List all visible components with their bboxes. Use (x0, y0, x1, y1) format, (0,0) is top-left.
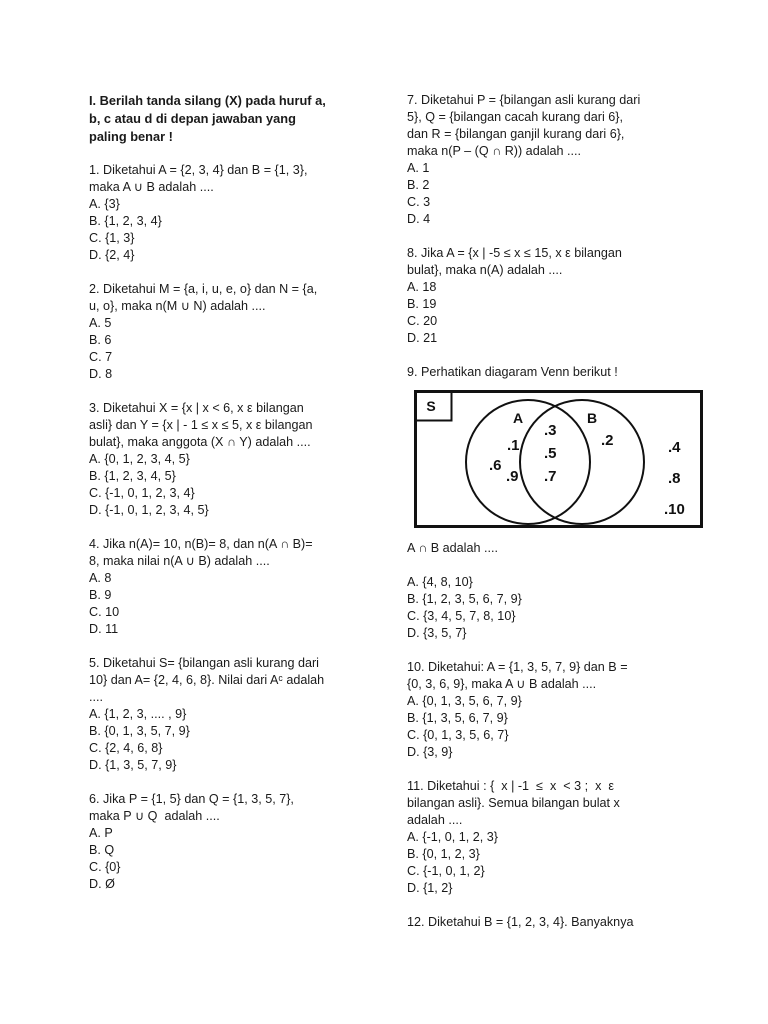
question-block (89, 281, 379, 383)
question-text: bulat}, maka n(A) adalah .... (407, 263, 563, 277)
element-only-b: .2 (601, 432, 614, 449)
set-b-label: B (586, 410, 598, 426)
option-d[interactable]: D. 8 (89, 367, 113, 381)
option-c[interactable]: C. {-1, 0, 1, 2, 3, 4} (89, 486, 195, 500)
option-a[interactable]: A. {-1, 0, 1, 2, 3} (407, 830, 499, 844)
question-text: maka n(P – (Q ∩ R)) adalah .... (407, 144, 582, 158)
question-text: 12. Diketahui B = {1, 2, 3, 4}. Banyaknya (407, 915, 634, 929)
question-block (89, 162, 379, 264)
question-text: 6. Jika P = {1, 5} dan Q = {1, 3, 5, 7}, (89, 792, 294, 806)
question-text: maka A ∪ B adalah .... (89, 180, 214, 194)
question-text: 3. Diketahui X = {x | x < 6, x ε bilangan (89, 401, 304, 415)
question-text: 4. Jika n(A)= 10, n(B)= 8, dan n(A ∩ B)= (89, 537, 313, 551)
question-block (89, 791, 379, 893)
question-text: 7. Diketahui P = {bilangan asli kurang dari (407, 93, 641, 107)
option-c[interactable]: C. {0, 1, 3, 5, 6, 7} (407, 728, 509, 742)
venn-diagram (414, 390, 703, 530)
element-outside: .8 (668, 470, 681, 487)
option-b[interactable]: B. 9 (89, 588, 112, 602)
instruction-line: paling benar ! (89, 129, 173, 144)
question-text: u, o}, maka n(M ∪ N) adalah .... (89, 299, 266, 313)
option-c[interactable]: C. 3 (407, 195, 431, 209)
option-d[interactable]: D. 21 (407, 331, 438, 345)
option-a[interactable]: A. {4, 8, 10} (407, 575, 473, 589)
question-text: 10} dan A= {2, 4, 6, 8}. Nilai dari Aᶜ adalah (89, 673, 325, 687)
question-text: adalah .... (407, 813, 463, 827)
question-text: 10. Diketahui: A = {1, 3, 5, 7, 9} dan B = (407, 660, 628, 674)
option-d[interactable]: D. 11 (89, 622, 119, 636)
option-d[interactable]: D. {1, 2} (407, 881, 453, 895)
instruction (89, 92, 379, 146)
circle-a (466, 400, 590, 524)
universe-rectangle (416, 392, 702, 527)
question-block (407, 914, 697, 931)
question-text: 5. Diketahui S= {bilangan asli kurang dari (89, 656, 319, 670)
option-b[interactable]: B. {0, 1, 2, 3} (407, 847, 480, 861)
question-text: bulat}, maka anggota (X ∩ Y) adalah .... (89, 435, 311, 449)
option-d[interactable]: D. 4 (407, 212, 431, 226)
option-a[interactable]: A. {0, 1, 2, 3, 4, 5} (89, 452, 190, 466)
element-only-a: .6 (489, 457, 502, 474)
right-question-list-top (407, 92, 697, 347)
option-b[interactable]: B. 6 (89, 333, 112, 347)
question-text: dan R = {bilangan ganjil kurang dari 6}, (407, 127, 625, 141)
option-c[interactable]: C. {1, 3} (89, 231, 135, 245)
question-venn-answers (407, 540, 697, 642)
question-text: 2. Diketahui M = {a, i, u, e, o} dan N = {a, (89, 282, 318, 296)
option-a[interactable]: A. 8 (89, 571, 112, 585)
option-c[interactable]: C. {0} (89, 860, 121, 874)
circle-b (520, 400, 644, 524)
option-a[interactable]: A. P (89, 826, 113, 840)
question-text: 11. Diketahui : { x | -1 ≤ x < 3 ; x ε (407, 779, 615, 793)
option-c[interactable]: C. {2, 4, 6, 8} (89, 741, 163, 755)
element-intersection: .5 (544, 445, 557, 462)
option-b[interactable]: B. {1, 2, 3, 4, 5} (89, 469, 176, 483)
question-text: A ∩ B adalah .... (407, 541, 498, 555)
option-a[interactable]: A. {0, 1, 3, 5, 6, 7, 9} (407, 694, 522, 708)
option-a[interactable]: A. 18 (407, 280, 437, 294)
option-a[interactable]: A. {3} (89, 197, 120, 211)
question-text: 5}, Q = {bilangan cacah kurang dari 6}, (407, 110, 624, 124)
instruction-line: I. Berilah tanda silang (X) pada huruf a, (89, 93, 326, 108)
option-d[interactable]: D. {-1, 0, 1, 2, 3, 4, 5} (89, 503, 209, 517)
question-text: bilangan asli}. Semua bilangan bulat x (407, 796, 620, 810)
question-block (89, 400, 379, 519)
option-b[interactable]: B. Q (89, 843, 115, 857)
option-b[interactable]: B. 19 (407, 297, 437, 311)
set-a-label: A (512, 410, 524, 426)
question-text: 8. Jika A = {x | -5 ≤ x ≤ 15, x ε bilangan (407, 246, 622, 260)
option-c[interactable]: C. 20 (407, 314, 438, 328)
element-only-a: .9 (506, 468, 519, 485)
option-b[interactable]: B. 2 (407, 178, 430, 192)
question-block (89, 536, 379, 638)
question-block (407, 92, 697, 228)
option-a[interactable]: A. {1, 2, 3, .... , 9} (89, 707, 187, 721)
instruction-line: b, c atau d di depan jawaban yang (89, 111, 296, 126)
option-b[interactable]: B. {1, 3, 5, 6, 7, 9} (407, 711, 508, 725)
question-block (407, 659, 697, 761)
option-d[interactable]: D. {3, 9} (407, 745, 453, 759)
question-text: 1. Diketahui A = {2, 3, 4} dan B = {1, 3}, (89, 163, 308, 177)
question-text: asli} dan Y = {x | - 1 ≤ x ≤ 5, x ε bilangan (89, 418, 313, 432)
option-d[interactable]: D. {1, 3, 5, 7, 9} (89, 758, 177, 772)
option-c[interactable]: C. {-1, 0, 1, 2} (407, 864, 485, 878)
right-question-list-bottom (407, 659, 697, 931)
question-block (89, 655, 379, 774)
venn-svg (414, 390, 703, 530)
left-question-list (89, 162, 379, 893)
element-intersection: .7 (544, 468, 557, 485)
option-d[interactable]: D. {2, 4} (89, 248, 135, 262)
question-text: maka P ∪ Q adalah .... (89, 809, 220, 823)
option-d[interactable]: D. Ø (89, 877, 115, 891)
option-d[interactable]: D. {3, 5, 7} (407, 626, 467, 640)
question-text: {0, 3, 6, 9}, maka A ∪ B adalah .... (407, 677, 597, 691)
question-venn (407, 364, 697, 381)
element-outside: .10 (664, 501, 685, 518)
question-text: .... (89, 690, 103, 704)
question-text: 9. Perhatikan diagaram Venn berikut ! (407, 365, 618, 379)
option-b[interactable]: B. {1, 2, 3, 5, 6, 7, 9} (407, 592, 522, 606)
option-c[interactable]: C. {3, 4, 5, 7, 8, 10} (407, 609, 516, 623)
question-block (407, 245, 697, 347)
option-a[interactable]: A. 5 (89, 316, 112, 330)
option-a[interactable]: A. 1 (407, 161, 430, 175)
option-b[interactable]: B. {0, 1, 3, 5, 7, 9} (89, 724, 190, 738)
right-column (407, 92, 697, 948)
question-block (407, 778, 697, 897)
option-b[interactable]: B. {1, 2, 3, 4} (89, 214, 162, 228)
element-only-a: .1 (507, 437, 520, 454)
option-c[interactable]: C. 7 (89, 350, 113, 364)
element-outside: .4 (668, 439, 681, 456)
universe-label: S (426, 398, 436, 414)
question-text: 8, maka nilai n(A ∪ B) adalah .... (89, 554, 270, 568)
element-intersection: .3 (544, 422, 557, 439)
option-c[interactable]: C. 10 (89, 605, 120, 619)
left-column (89, 92, 379, 910)
